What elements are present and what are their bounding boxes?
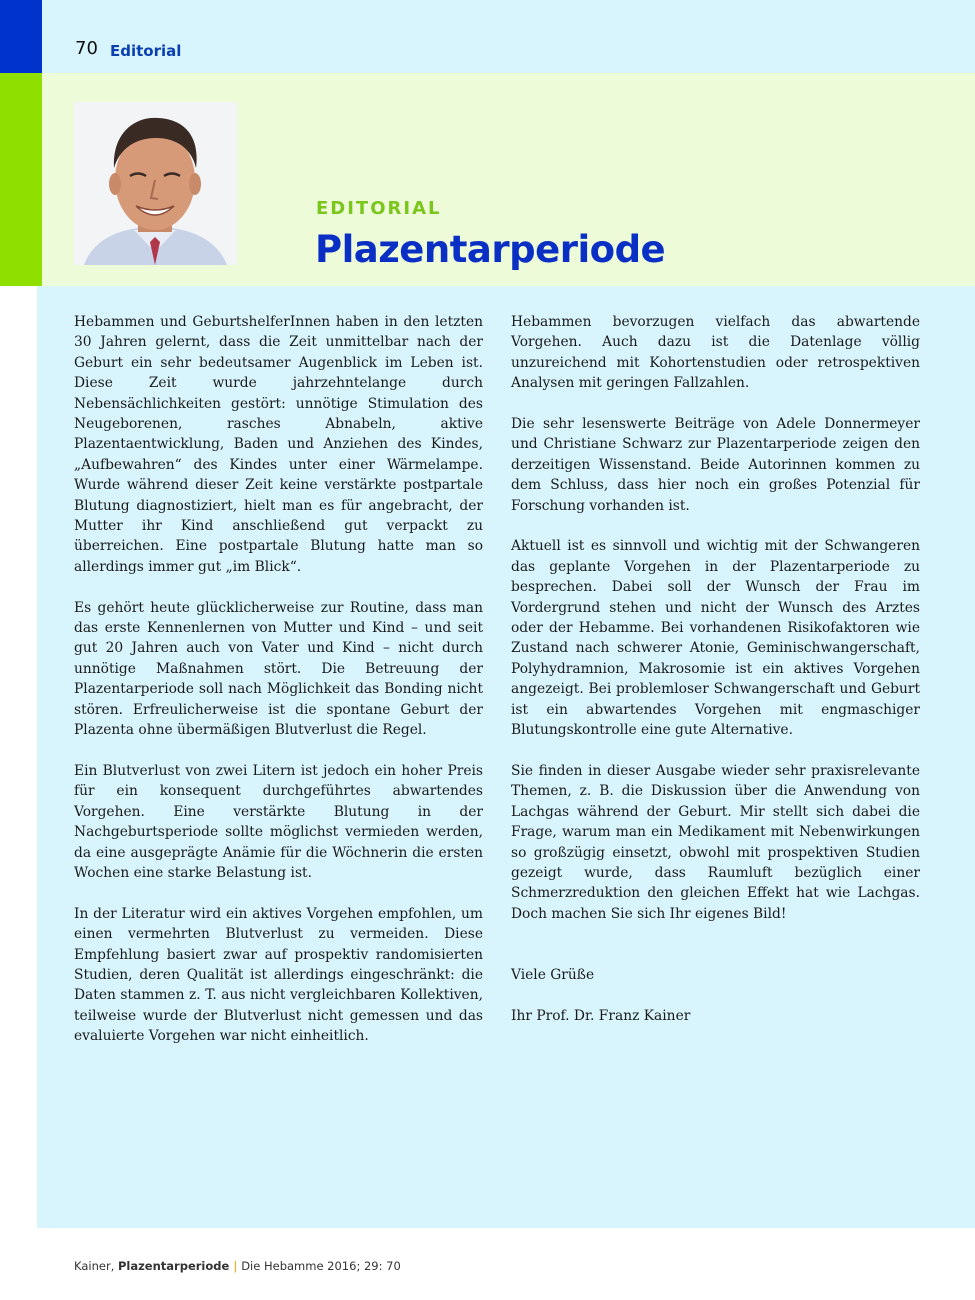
top-band bbox=[42, 0, 975, 73]
author-portrait bbox=[74, 102, 237, 265]
footer-citation: Die Hebamme 2016; 29: 70 bbox=[241, 1259, 401, 1273]
page-footer bbox=[74, 1259, 401, 1273]
author-signature: Ihr Prof. Dr. Franz Kainer bbox=[511, 1007, 691, 1024]
paragraph: Aktuell ist es sinnvoll und wichtig mit der Schwangeren das geplante Vorgehen in der Plazentarperiode zu besprechen. Dabei soll der Wunsch der Frau im Vordergrund stehen und nicht der Wunsch des Arztes oder der Hebamme. Bei vorhandenen Risikofaktoren wie Zustand nach schwerer Atonie, Geminischwangerschaft, Polyhydramnion, Makrosomie ist ein aktives Vorgehen angezeigt. Bei problemloser Schwangerschaft und Geburt ist ein abwartendes Vorgehen mit engmaschiger Blutungskontrolle eine gute Alternative. bbox=[511, 538, 920, 739]
color-bar-blue bbox=[0, 0, 42, 73]
footer-title: Plazentarperiode bbox=[117, 1259, 230, 1273]
text-column-left bbox=[74, 312, 483, 1067]
page-number: 70 bbox=[75, 38, 98, 59]
paragraph: Die sehr lesenswerte Beiträge von Adele Donnermeyer und Christiane Schwarz zur Plazentarperiode zeigen den derzeitigen Wissenstand. Beide Autorinnen kommen zu dem Schluss, dass hier noch ein großes Potenzial für Forschung vorhanden ist. bbox=[511, 416, 920, 514]
article-kicker: EDITORIAL bbox=[316, 198, 442, 219]
paragraph: Sie finden in dieser Ausgabe wieder sehr praxisrelevante Themen, z. B. die Diskussion über die Anwendung von Lachgas während der Geburt. Mir stellt sich dabei die Frage, warum man ein Medikament mit Nebenwirkungen so großzügig einsetzt, obwohl mit prospektiven Studien gezeigt wurde, dass Raumluft bezüglich einer Schmerzreduktion den gleichen Effekt hat wie Lachgas. Doch machen Sie sich Ihr eigenes Bild! bbox=[511, 762, 920, 922]
article-title: Plazentarperiode bbox=[315, 228, 666, 271]
color-bar-green bbox=[0, 73, 42, 286]
author-portrait-photo bbox=[74, 102, 237, 265]
text-column-right bbox=[511, 312, 920, 1047]
footer-separator: | bbox=[233, 1259, 238, 1273]
paragraph: Hebammen bevorzugen vielfach das abwartende Vorgehen. Auch dazu ist die Datenlage völlig unzureichend mit Kohortenstudien oder retrospektiven Analysen mit geringen Fallzahlen. bbox=[511, 314, 920, 392]
paragraph: Es gehört heute glücklicherweise zur Routine, dass man das erste Kennenlernen von Mutter und Kind – und seit gut 20 Jahren auch von Vater und Kind – nicht durch unnötige Maßnahmen stört. Die Betreuung der Plazentarperiode soll nach Möglichkeit das Bonding nicht stören. Erfreulicherweise ist die spontane Geburt der Plazenta ohne übermäßigen Blutverlust die Regel. bbox=[74, 599, 483, 739]
paragraph: Hebammen und GeburtshelferInnen haben in den letzten 30 Jahren gelernt, dass die Zeit unmittelbar nach der Geburt ein sehr bedeutsamer Augenblick im Leben ist. Diese Zeit wurde jahrzehntelange durch Nebensächlichkeiten gestört: unnötige Stimulation des Neugeborenen, rasches Abnabeln, aktive Plazentaentwicklung, Baden und Anziehen des Kindes, „Aufbewahren“ des Kindes unter einer Wärmelampe. Wurde während dieser Zeit keine verstärkte postpartale Blutung diagnostiziert, hielt man es für angebracht, der Mutter ihr Kind anschließend gut verpackt zu überreichen. Eine postpartale Blutung hatte man so allerdings immer gut „im Blick“. bbox=[74, 314, 483, 575]
paragraph: Ein Blutverlust von zwei Litern ist jedoch ein hoher Preis für ein konsequent durchgeführtes abwartendes Vorgehen. Eine verstärkte Blutung in der Nachgeburtsperiode sollte möglichst vermieden werden, da eine ausgeprägte Anämie für die Wöchnerin die ersten Wochen eine starke Belastung ist. bbox=[74, 762, 483, 881]
footer-author: Kainer, bbox=[74, 1259, 118, 1273]
section-label: Editorial bbox=[110, 42, 182, 60]
paragraph: In der Literatur wird ein aktives Vorgehen empfohlen, um einen vermehrten Blutverlust zu vermeiden. Diese Empfehlung basiert zwar auf prospektiv randomisierten Studien, deren Qualität ist allerdings eingeschränkt: die Daten stammen z. T. aus nicht vergleichbaren Kollektiven, teilweise wurde der Blutverlust nicht gemessen und das evaluierte Vorgehen war nicht einheitlich. bbox=[74, 905, 483, 1045]
closing-greeting: Viele Grüße bbox=[511, 966, 595, 983]
